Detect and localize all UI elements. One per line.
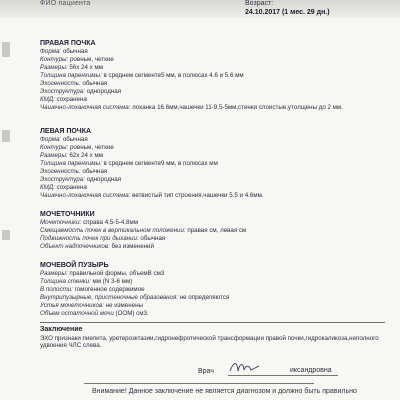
left-kidney-line: Форма: обычная — [40, 136, 88, 143]
right-kidney-line: Чашечно-лоханочная система: лоханка 16.6мм,чашечки 11-9.5-5мм,стенки слоистые,утолщены до 2 мм. — [40, 104, 343, 111]
right-kidney-line: Эхогенность: обычная — [40, 80, 108, 87]
right-kidney-title: ПРАВАЯ ПОЧКА — [40, 40, 96, 47]
right-kidney-line: Размеры: 56х 24 х мм — [40, 64, 103, 71]
left-kidney-line: Чашечно-лоханочная система: ветвистый тип строения,чашечки 5.5 и 4.6мм. — [40, 192, 264, 199]
ureters-line: Мочеточники: справа 4.5-5-4.8мм — [40, 219, 138, 226]
ureters-line: Объект надпочечников: без изменений — [40, 243, 154, 250]
conclusion-title: Заключение — [40, 326, 83, 333]
divider — [40, 322, 385, 323]
right-kidney-line: Толщина паренхимы: в среднем сегменте5 мм, в полюсах 4.6 и 5.6 мм — [40, 72, 244, 79]
bladder-line: Размеры: правильной формы, объемВ см3 — [40, 270, 165, 277]
left-kidney-line: Эхоструктура: однородная — [40, 176, 122, 183]
bladder-line: Объем остаточной мочи (ООМ) см3. — [40, 310, 149, 317]
left-kidney-line: Размеры: 62х 24 х мм — [40, 152, 103, 159]
bladder-line: Внутрипузырные, пристеночные образования: не определяются — [40, 294, 230, 301]
ureters-line: Подвижность почек при дыхании: обычная — [40, 235, 166, 242]
footer-note: Внимание! Данное заключение не является диагнозом и должно быть правильно — [92, 388, 357, 395]
left-kidney-line: КМД: сохранена — [40, 184, 87, 191]
margin-mark — [2, 130, 10, 142]
age-value: 24.10.2017 (1 мес. 29 дн.) — [245, 9, 330, 16]
age-label: Возраст: — [245, 0, 274, 7]
left-kidney-title: ЛЕВАЯ ПОЧКА — [40, 128, 92, 135]
ureters-title: МОЧЕТОЧНИКИ — [40, 211, 95, 218]
left-kidney-line: Контуры: ровные, четкие — [40, 144, 114, 151]
right-kidney-line: Форма: обычная — [40, 48, 88, 55]
bladder-line: Устья мочеточников: не изменены — [40, 302, 143, 309]
ureters-line: Смещаемость почек в вертикальном положении: правая см, левая см — [40, 227, 247, 234]
bladder-line: Толщина стенки: мм (N 3-6 мм) — [40, 278, 133, 285]
left-kidney-line: Толщина паренхимы: в среднем сегменте9 мм, в полюсах мм — [40, 160, 218, 167]
right-kidney-line: Эхоструктура: однородная — [40, 88, 122, 95]
margin-mark — [2, 230, 10, 240]
right-kidney-line: Контуры: ровные, четкие — [40, 56, 114, 63]
bladder-line: В полости: гомогенное содержимое — [40, 286, 145, 293]
doctor-label: Врач — [198, 368, 214, 375]
signature-scribble — [228, 359, 262, 375]
right-kidney-line: КМД: сохранена — [40, 96, 87, 103]
doctor-name: иксандровна — [290, 367, 332, 374]
patient-name-field: ФИО пациента — [40, 0, 91, 7]
conclusion-text: ЭХО признаки пиелита, уретерозктазии,гидронефротической трансформации правой почки,гидрокаликоза,неполного удвоения ЧЛС слева. — [40, 335, 379, 350]
left-kidney-line: Эхогенность: обычная — [40, 168, 108, 175]
bladder-title: МОЧЕВОЙ ПУЗЫРЬ — [40, 262, 109, 269]
margin-mark — [2, 42, 10, 57]
signature-line — [228, 375, 338, 376]
